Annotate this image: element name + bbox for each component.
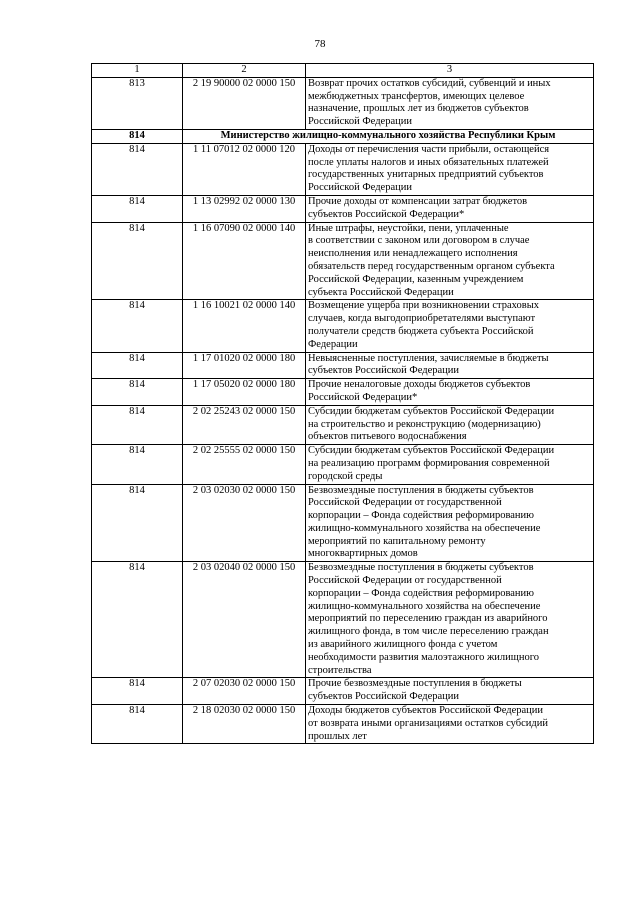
table-row [92, 379, 594, 406]
revenue-name-line: Прочие неналоговые доходы бюджетов субъектов [308, 379, 531, 391]
revenue-name-line: Субсидии бюджетам субъектов Российской Федерации [308, 405, 555, 417]
revenue-name-line: назначение, прошлых лет из бюджетов субъектов [308, 103, 529, 115]
section-row [92, 129, 594, 143]
revenue-name-line: прошлых лет [308, 730, 367, 742]
revenue-name-cell [306, 195, 594, 222]
revenue-name-cell [306, 352, 594, 379]
revenue-name-line: Российской Федерации [308, 116, 412, 128]
revenue-name-line: мероприятий по переселению граждан из аварийного [308, 613, 548, 625]
revenue-name-line: Безвозмездные поступления в бюджеты субъектов [308, 562, 534, 574]
revenue-name-line: обязательств перед государственным органом субъекта [308, 260, 555, 272]
revenue-code-cell: 1 16 07090 02 0000 140 [183, 222, 306, 300]
table-row [92, 300, 594, 352]
admin-code-cell: 814 [92, 678, 183, 705]
revenue-name-cell [306, 379, 594, 406]
revenue-name-cell [306, 222, 594, 300]
revenue-name-line: Возмещение ущерба при возникновении страховых [308, 300, 539, 312]
revenue-name-line: Возврат прочих остатков субсидий, субвенций и иных [308, 77, 551, 89]
revenue-name-cell [306, 562, 594, 678]
admin-code-cell: 814 [92, 129, 183, 143]
revenue-name-line: на строительство и реконструкцию (модернизацию) [308, 418, 541, 430]
table-row [92, 562, 594, 678]
revenue-code-cell: 1 11 07012 02 0000 120 [183, 143, 306, 195]
revenue-name-line: Невыясненные поступления, зачисляемые в бюджеты [308, 352, 549, 364]
revenue-name-line: получатели средств бюджета субъекта Российской [308, 325, 534, 337]
revenue-name-line: Иные штрафы, неустойки, пени, уплаченные [308, 222, 509, 234]
revenue-name-line: на реализацию программ формирования современной [308, 457, 550, 469]
admin-code-cell: 814 [92, 705, 183, 744]
revenue-name-line: Российской Федерации от государственной [308, 575, 502, 587]
revenue-name-cell [306, 705, 594, 744]
table-row [92, 77, 594, 129]
revenue-name-line: субъекта Российской Федерации [308, 286, 454, 298]
admin-code-cell: 814 [92, 300, 183, 352]
revenue-name-line: Российской Федерации [308, 182, 412, 194]
revenue-name-line: межбюджетных трансфертов, имеющих целевое [308, 90, 525, 102]
revenue-name-cell [306, 405, 594, 444]
table-row [92, 445, 594, 484]
admin-code-cell: 814 [92, 405, 183, 444]
table-row [92, 143, 594, 195]
revenue-name-line: Доходы бюджетов субъектов Российской Федерации [308, 705, 544, 717]
admin-code-cell: 814 [92, 195, 183, 222]
table-header-row [92, 64, 594, 78]
revenue-name-line: Российской Федерации, казенным учреждением [308, 273, 524, 285]
admin-code-cell: 813 [92, 77, 183, 129]
revenue-name-line: Федерации [308, 338, 358, 350]
admin-code-cell: 814 [92, 445, 183, 484]
table-body [92, 64, 594, 744]
revenue-name-line: в соответствии с законом или договором в случае [308, 235, 530, 247]
revenue-name-line: субъектов Российской Федерации [308, 365, 460, 377]
admin-code-cell: 814 [92, 484, 183, 562]
revenue-code-cell: 2 03 02030 02 0000 150 [183, 484, 306, 562]
revenue-name-line: корпорации – Фонда содействия реформированию [308, 510, 535, 522]
revenue-code-cell: 2 02 25555 02 0000 150 [183, 445, 306, 484]
header-col-1: 1 [92, 64, 183, 78]
revenue-code-cell: 2 18 02030 02 0000 150 [183, 705, 306, 744]
section-title: Министерство жилищно-коммунального хозяйства Республики Крым [183, 129, 594, 143]
revenue-name-line: жилищно-коммунального хозяйства на обеспечение [308, 600, 541, 612]
revenue-name-cell [306, 300, 594, 352]
revenue-code-cell: 1 13 02992 02 0000 130 [183, 195, 306, 222]
revenue-name-line: Доходы от перечисления части прибыли, остающейся [308, 143, 550, 155]
revenue-code-cell: 2 07 02030 02 0000 150 [183, 678, 306, 705]
table-row [92, 705, 594, 744]
revenue-name-line: строительства [308, 664, 372, 676]
revenue-name-line: жилищного фонда, в том числе переселению граждан [308, 626, 549, 638]
admin-code-cell: 814 [92, 352, 183, 379]
revenue-code-cell: 2 19 90000 02 0000 150 [183, 77, 306, 129]
table-row [92, 484, 594, 562]
revenue-name-line: Прочие безвозмездные поступления в бюджеты [308, 678, 522, 690]
revenue-code-cell: 2 02 25243 02 0000 150 [183, 405, 306, 444]
revenue-name-line: городской среды [308, 470, 383, 482]
table-row [92, 352, 594, 379]
revenue-name-cell [306, 445, 594, 484]
revenue-codes-table [91, 63, 594, 744]
revenue-code-cell: 1 16 10021 02 0000 140 [183, 300, 306, 352]
revenue-name-cell [306, 484, 594, 562]
revenue-name-cell [306, 678, 594, 705]
revenue-name-line: корпорации – Фонда содействия реформированию [308, 587, 535, 599]
revenue-name-line: жилищно-коммунального хозяйства на обеспечение [308, 522, 541, 534]
revenue-name-line: Российской Федерации от государственной [308, 497, 502, 509]
revenue-name-line: необходимости развития малоэтажного жилищного [308, 651, 540, 663]
admin-code-cell: 814 [92, 379, 183, 406]
revenue-code-cell: 2 03 02040 02 0000 150 [183, 562, 306, 678]
revenue-name-cell [306, 77, 594, 129]
revenue-name-line: объектов питьевого водоснабжения [308, 431, 467, 443]
revenue-name-line: Безвозмездные поступления в бюджеты субъектов [308, 484, 534, 496]
table-row [92, 195, 594, 222]
revenue-name-cell [306, 143, 594, 195]
revenue-name-line: Российской Федерации* [308, 391, 418, 403]
admin-code-cell: 814 [92, 143, 183, 195]
header-col-3: 3 [306, 64, 594, 78]
revenue-code-cell: 1 17 05020 02 0000 180 [183, 379, 306, 406]
revenue-name-line: субъектов Российской Федерации [308, 691, 460, 703]
revenue-name-line: Прочие доходы от компенсации затрат бюджетов [308, 195, 528, 207]
revenue-name-line: субъектов Российской Федерации* [308, 208, 465, 220]
revenue-name-line: государственных унитарных предприятий субъектов [308, 169, 544, 181]
revenue-name-line: многоквартирных домов [308, 548, 418, 560]
revenue-name-line: Субсидии бюджетам субъектов Российской Федерации [308, 445, 555, 457]
table-row [92, 405, 594, 444]
table-row [92, 222, 594, 300]
revenue-name-line: случаев, когда выгодоприобретателями выступают [308, 313, 536, 325]
admin-code-cell: 814 [92, 562, 183, 678]
admin-code-cell: 814 [92, 222, 183, 300]
revenue-name-line: мероприятий по капитальному ремонту [308, 535, 486, 547]
revenue-name-line: от возврата иными организациями остатков субсидий [308, 717, 548, 729]
header-col-2: 2 [183, 64, 306, 78]
revenue-name-line: неисполнения или ненадлежащего исполнения [308, 248, 518, 260]
page-number: 78 [314, 38, 326, 50]
table-row [92, 678, 594, 705]
revenue-name-line: из аварийного жилищного фонда с учетом [308, 639, 498, 651]
revenue-code-cell: 1 17 01020 02 0000 180 [183, 352, 306, 379]
revenue-name-line: после уплаты налогов и иных обязательных платежей [308, 156, 549, 168]
